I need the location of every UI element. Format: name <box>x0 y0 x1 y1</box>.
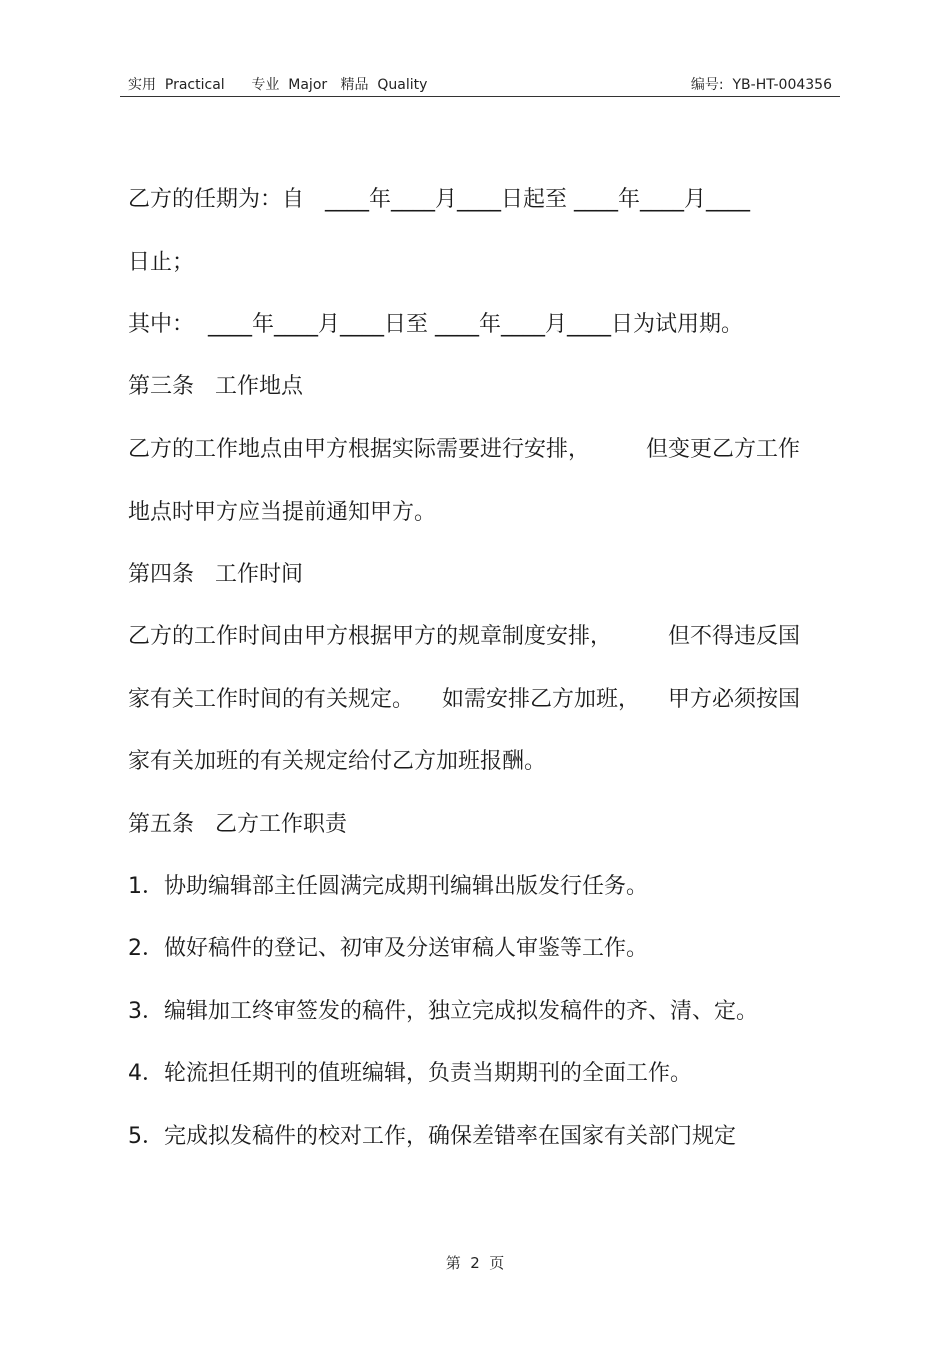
duty-item-4: 4．轮流担任期刊的值班编辑，负责当期期刊的全面工作。 <box>128 1061 692 1086</box>
term-line-1: 乙方的任期为：自 ____年____月____日起至 ____年____月____ <box>128 187 750 212</box>
article-4-heading: 第四条 工作时间 <box>128 562 303 587</box>
term-line-2: 日止； <box>128 250 195 275</box>
header-tagline: 实用 Practical 专业 Major 精品 Quality <box>128 77 428 93</box>
article-4-text-1: 乙方的工作时间由甲方根据甲方的规章制度安排， 但不得违反国 <box>128 624 800 649</box>
duty-item-2: 2．做好稿件的登记、初审及分送审稿人审鉴等工作。 <box>128 936 648 961</box>
article-3-heading: 第三条 工作地点 <box>128 374 303 399</box>
duty-item-3: 3．编辑加工终审签发的稿件，独立完成拟发稿件的齐、清、定。 <box>128 999 758 1024</box>
probation-line: 其中： ____年____月____日至 ____年____月____日为试用期。 <box>128 312 743 337</box>
duty-item-5: 5．完成拟发稿件的校对工作，确保差错率在国家有关部门规定 <box>128 1124 736 1149</box>
article-5-heading: 第五条 乙方工作职责 <box>128 812 347 837</box>
article-3-text-2: 地点时甲方应当提前通知甲方。 <box>128 500 437 525</box>
article-4-text-2: 家有关工作时间的有关规定。 如需安排乙方加班， 甲方必须按国 <box>128 687 800 712</box>
page-number: 第 2 页 <box>445 1254 505 1272</box>
duty-item-1: 1．协助编辑部主任圆满完成期刊编辑出版发行任务。 <box>128 874 648 899</box>
article-4-text-3: 家有关加班的有关规定给付乙方加班报酬。 <box>128 749 547 774</box>
page-header <box>120 70 840 97</box>
header-doc-number: 编号: YB-HT-004356 <box>690 77 832 93</box>
article-3-text-1: 乙方的工作地点由甲方根据实际需要进行安排， 但变更乙方工作 <box>128 437 800 462</box>
